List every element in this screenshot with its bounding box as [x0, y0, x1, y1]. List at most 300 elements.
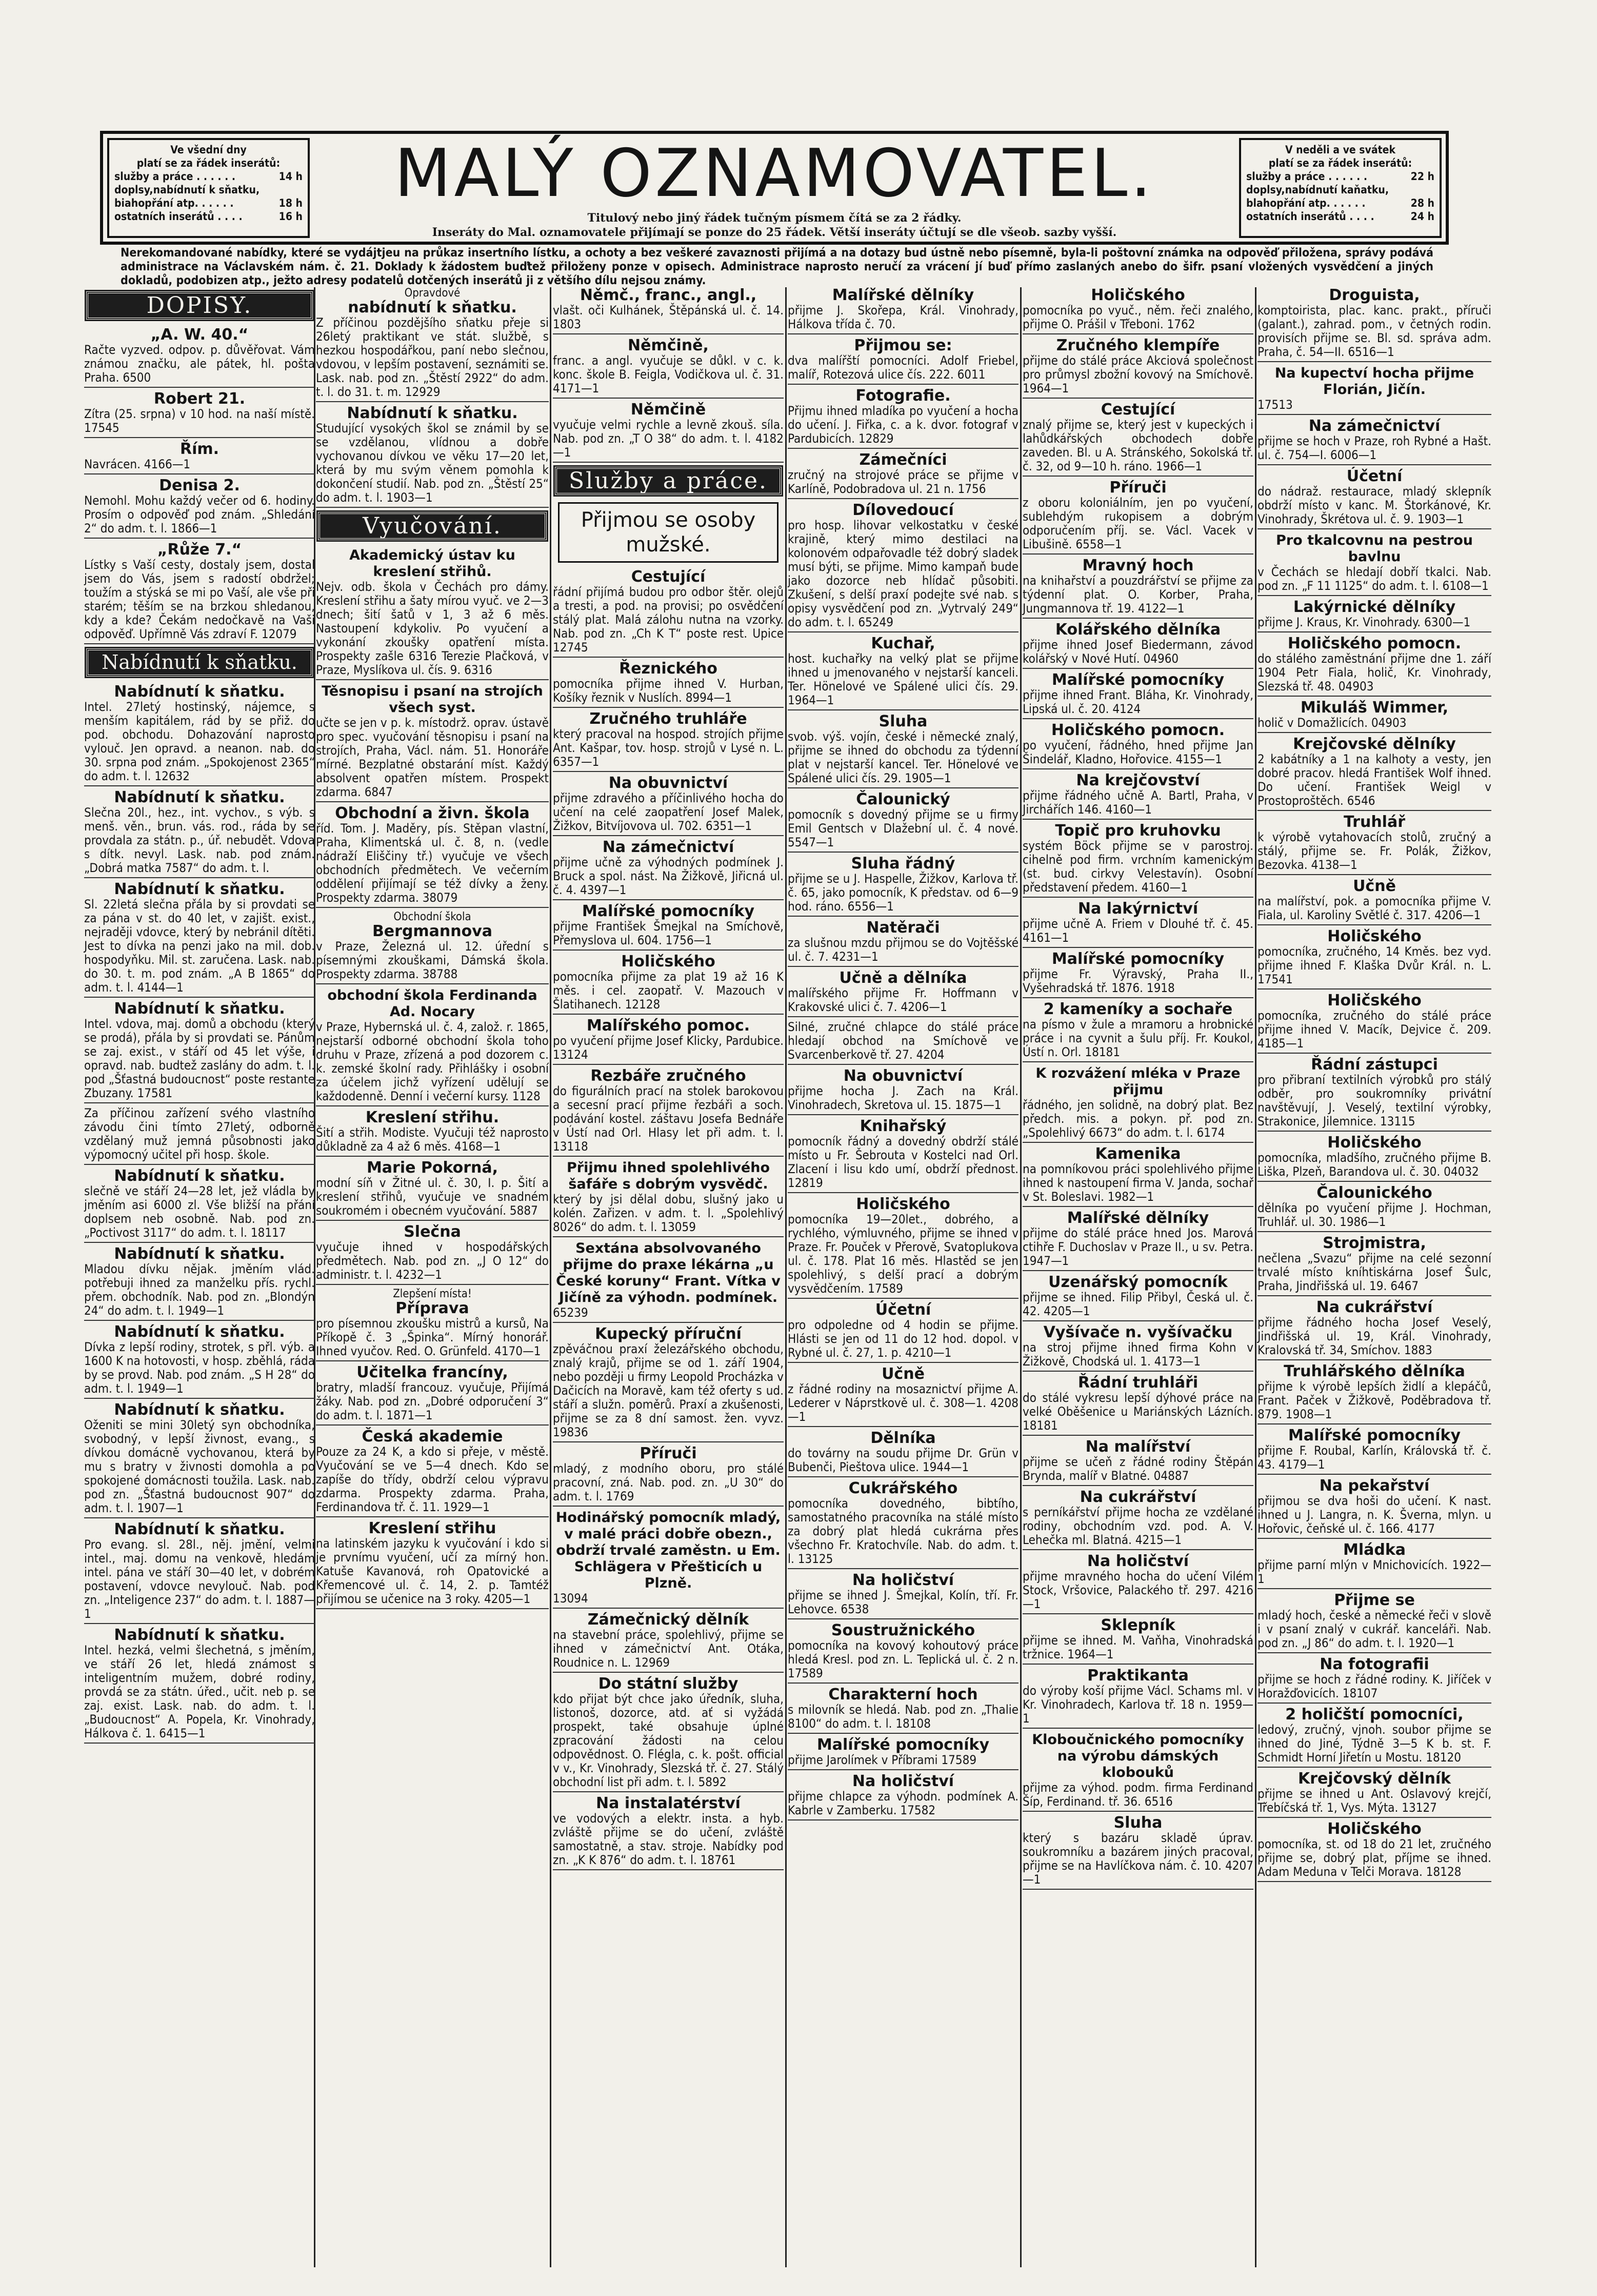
classified-ad [1257, 1057, 1491, 1132]
ad-heading: Holičského [1327, 1820, 1422, 1838]
classified-ad [1023, 672, 1253, 719]
ad-heading: Malířské pomocníky [1051, 671, 1225, 689]
column-1 [82, 287, 317, 2267]
ad-heading: Čalounický [856, 790, 950, 808]
classified-ad [788, 1480, 1019, 1569]
ad-heading: 2 holičští pomocníci, [1285, 1706, 1464, 1724]
ad-heading: Zámečnický dělník [587, 1611, 749, 1629]
classified-ad [1023, 1815, 1253, 1890]
classified-ad [1023, 1489, 1253, 1550]
ad-body: Za příčinou zařízení svého vlastního závodu čini tímto 27letý, odborně vzdělaný muž jemná působnosti jako výpomocný učitel při hosp. škole. [84, 1106, 315, 1162]
ad-body: pomocníka přijme za plat 19 až 16 K měs. i cel. zaopatř. V. Mazouch v Šlatihanech. 12128 [553, 969, 784, 1012]
ad-body: přijme se hoch z řádné rodiny. K. Jiříček v Horažďovicích. 18107 [1257, 1672, 1491, 1700]
ad-heading: Krejčovské dělníky [1293, 735, 1456, 753]
ad-body: pomocníka, zručného, 14 Kměs. bez vyd. přijme ihned F. Klaška Dvůr Král. n. L. 17541 [1257, 944, 1491, 986]
classified-ad [1023, 1553, 1253, 1614]
classified-ad [1257, 1771, 1491, 1818]
ad-heading: Kuchař, [871, 635, 935, 652]
ad-body: malířského přijme Fr. Hoffmann v Krakovské ulici č. 7. 4206—1 [788, 986, 1019, 1014]
ad-body: franc. a angl. vyučuje se důkl. v c. k. konc. škole B. Feigla, Vodičkova ul. č. 31. 4171—1 [553, 353, 784, 395]
ad-body: 65239 [553, 1305, 588, 1320]
classified-ad [1257, 1363, 1491, 1424]
ad-body: pro odpoledne od 4 hodin se přijme. Hlásti se jen od 11 do 12 hod. dopol. v Rybné ul. č. 27, 1. p. 4210—1 [788, 1318, 1019, 1360]
ad-body: Sl. 22letá slečna přála by si provdati se za pána v st. do 40 let, v zajišt. exist., nejraději vdovce, který by nebránil dítěti. Jest to dívka na penzi jako na mil. dob. hospodyňku. Mil. st. zaručena. Lask. nab. do 30. t. m. pod znám. „A B 1865“ do adm. t. l. 4144—1 [84, 897, 315, 995]
ad-body: do stálého zaměstnání přijme dne 1. září 1904 Petr Fiala, holič, Kr. Vinohrady, Slezská tř. 48. 04903 [1257, 651, 1491, 694]
ad-body: přijme se ihned u Ant. Oslavový krejčí, Třebíčská tř. 1, Vys. Mýta. 13127 [1257, 1787, 1491, 1815]
classified-ad [84, 327, 315, 388]
ad-heading: Rezbáře zručného [590, 1067, 746, 1085]
ad-preheading: Opravdové [404, 287, 461, 300]
ad-heading: Nabídnutí k sňatku. [114, 1245, 285, 1263]
ad-heading: Nabídnutí k sňatku. [114, 1167, 285, 1185]
column-4 [786, 287, 1021, 2267]
ad-body: k výrobě vytahovacích stolů, zručný a stálý, přijme se. Fr. Polák, Žižkov, Bezovka. 4138—1 [1257, 830, 1491, 872]
classified-ad [316, 987, 549, 1106]
ad-heading: Řím. [179, 440, 219, 458]
ad-heading: Němčině [630, 401, 706, 419]
classified-ad [1257, 532, 1491, 596]
ad-heading: Holičského pomocn. [1287, 635, 1462, 652]
classified-ad [788, 502, 1019, 632]
classified-ad [788, 1366, 1019, 1427]
ad-body: pro písemnou zkoušku mistrů a kursů, Na Příkopě č. 3 „Špinka“. Mírný honorář. Ihned vyučov. Red. O. Grünfeld. 4170—1 [316, 1316, 549, 1358]
ad-body: přijme řádného učně A. Bartl, Praha, v Jirchářích 146. 4160—1 [1023, 788, 1253, 817]
ad-heading: Česká akademie [362, 1428, 503, 1446]
ad-body: do výroby koší přijme Václ. Schams ml. v Kr. Vinohradech, Karlova tř. 18 n. 1959—1 [1023, 1684, 1253, 1726]
ad-body: svob. výš. vojín, české i německé znalý, přijme se ihned do obchodu za týdenní plat v nejstarší kancel. Ter. Hönelové ve Spálené ulici čís. 29. 1905—1 [788, 729, 1019, 785]
ad-heading: Nabídnutí k sňatku. [114, 1000, 285, 1018]
classified-ad [553, 338, 784, 399]
classified-ad [84, 1106, 315, 1165]
ad-body: znalý přijme se, který jest v kupeckých i lahůdkářských obchodech dobře zaveden. Bl. u A. Stránského, Sokolská tř. č. 32, od 9—10 h. ráno. 1966—1 [1023, 418, 1253, 473]
ad-body: přijme do stálé práce Akciová společnost pro průmysl zbožní kovový na Smíchově. 1964—1 [1023, 353, 1253, 395]
ad-body: za slušnou mzdu přijmou se do Vojtěšské ul. č. 7. 4231—1 [788, 936, 1019, 964]
classified-ad [788, 636, 1019, 710]
classified-ad [1257, 700, 1491, 733]
ad-heading: Kupecký příruční [595, 1325, 742, 1343]
column-5 [1021, 287, 1255, 2267]
classified-ad [1023, 558, 1253, 619]
classified-ad [84, 391, 315, 438]
ad-body: mladý hoch, české a německé řeči v slově i v psaní znalý v cukrář. kanceláři. Nab. pod zn. „J 86“ do adm. t. l. 1920—1 [1257, 1608, 1491, 1650]
ad-heading: Holičského [1327, 1134, 1422, 1152]
classified-ad [553, 839, 784, 900]
ad-heading: obchodní škola Ferdinanda Ad. Nocary [327, 987, 537, 1020]
ad-body: Přijmu ihned mladíka po vyučení a hocha do učení. J. Fiřka, c. a k. dvor. fotograf v Pardubicích. 12829 [788, 404, 1019, 446]
ad-body: přijme do stálé práce hned Jos. Marová ctihře F. Duchoslav v Praze II., u sv. Petra. 1947—1 [1023, 1226, 1253, 1268]
holiday-rates-box [1239, 138, 1442, 238]
classified-ad [1023, 951, 1253, 998]
ad-body: dělníka po vyučení přijme J. Hochman, Truhlář. ul. 30. 1986—1 [1257, 1201, 1491, 1229]
ad-body: z řádné rodiny na mosaznictví přijme A. Lederer v Náprstkově ul. č. 308—1. 4208—1 [788, 1382, 1019, 1424]
section-banner-dopisy: DOPISY. [86, 291, 313, 320]
ad-body: pomocníka přijme ihned V. Hurban, Košíky řeznik v Nuslích. 8994—1 [553, 677, 784, 705]
classified-ad [1023, 1146, 1253, 1207]
classified-ad [1257, 736, 1491, 811]
classified-ad [1023, 338, 1253, 399]
ad-heading: Obchodní a živn. škola [335, 804, 530, 822]
ad-heading: Na cukrářství [1080, 1488, 1196, 1506]
classified-ad [788, 1687, 1019, 1734]
ad-body: Oženiti se mini 30letý syn obchodníka, svobodný, v lepší živnost, evang., s dívkou domácně vychovanou, která by mu s bratry v živnosti domohla a po spokojené domácnosti toužila. Lask. nab. pod zn. „Šťastná budoucnost 907“ do adm. t. l. 1907—1 [84, 1418, 315, 1515]
ad-body: Intel. hezká, velmi šlechetná, s jměním, ve stáří 26 let, hledá známost s inteligentním mužem, dobré rodiny, provdá se za státn. úřed., učit. neb p. se zaj. exist. Lask. nab. do adm. t. l. „Budoucnost“ A. Popela, Kr. Vinohrady, Hálkova č. 1. 6415—1 [84, 1643, 315, 1740]
ad-heading: Nabídnutí k sňatku. [114, 1401, 285, 1419]
ad-body: v Praze, Hybernská ul. č. 4, založ. r. 1865, nejstarší odborné obchodní škola toho druhu v Praze, zřízená a pod dozorem c. k. zemské školní rady. Přihlášky i osobní za účelem jichž vyřízení udělují se každodenně. Denní i večerní kursy. 1128 [316, 1020, 549, 1103]
ad-heading: Cestující [631, 568, 706, 586]
ad-heading: Hodinářský pomocník mladý, v malé práci dobře obezn., obdrží trvalé zaměstn. u Em. Schlägera v Přešticích u Plzně. [555, 1510, 781, 1591]
ad-body: Račte vyzved. odpov. p. důvěřovat. Vám známou značku, ale pátek, hl. pošta Praha. 6500 [84, 343, 315, 385]
classified-ad [316, 547, 549, 680]
classified-ad [1023, 622, 1253, 669]
ad-heading: Truhlářského dělníka [1284, 1362, 1465, 1380]
classified-ad [553, 1795, 784, 1870]
classified-ad [1257, 599, 1491, 632]
ad-heading: Učně [1353, 877, 1396, 895]
ad-body: vyučuje velmi rychle a levně zkouš. síla. Nab. pod zn. „T O 38“ do adm. t. l. 4182—1 [553, 418, 784, 460]
classified-ad [1023, 1668, 1253, 1729]
classified-ad [1023, 722, 1253, 769]
ad-heading: Uzenářský pomocník [1048, 1273, 1228, 1291]
ad-heading: Krejčovský dělník [1297, 1770, 1451, 1788]
classified-ad [1257, 636, 1491, 697]
classified-ad [1023, 1324, 1253, 1372]
classified-ad [553, 1446, 784, 1507]
ad-heading: Učně [882, 1365, 925, 1383]
ad-body: 17513 [1257, 398, 1293, 412]
classified-ad [1023, 1065, 1253, 1143]
ad-body: Zítra (25. srpna) v 10 hod. na naší místě. 17545 [84, 407, 315, 435]
ad-body: pomocníka, st. od 18 do 21 let, zručného přijme se, dobrý plat, příjme se ihned. Adam Meduna v Telči Morava. 18128 [1257, 1837, 1491, 1879]
ad-heading: Příprava [395, 1299, 469, 1317]
ad-heading: Na instalatérství [596, 1794, 741, 1812]
ad-heading: Lakýrnické dělníky [1293, 598, 1456, 616]
rate-line: ostatních inserátů . . . . 16 h [114, 210, 303, 223]
ad-heading: Holičského [621, 953, 715, 971]
ad-body: který by jsi dělal dobu, slušný jako u kolén. Zařizen. v adm. t. l. „Spolehlivý 8026“ do adm. t. l. 13059 [553, 1192, 784, 1234]
weekday-rates-subtitle: platí se za řádek inserátů: [136, 157, 281, 169]
ad-body: do nádraž. restaurace, mladý sklepník obdrží místo v kanc. M. Štorkánové, Kr. Vinohrady, Škrétova ul. č. 9. 1903—1 [1257, 484, 1491, 526]
ad-heading: Kloboučnického pomocníky na výrobu dámských klobouků [1032, 1732, 1244, 1780]
ad-heading: Účetní [1346, 467, 1403, 485]
ad-body: pro přibraní textilních výrobků pro stálý odběr, pro soukromníky privátní navštěvují, J. Veselý, textilní výrobky, Strakonice, Jilemnice. 13115 [1257, 1073, 1491, 1129]
classified-ad [1257, 1821, 1491, 1882]
ad-body: přijme Fr. Výravský, Praha II., Vyšehradská tř. 1876. 1918 [1023, 967, 1253, 995]
ad-heading: Zámečníci [859, 451, 947, 469]
ad-heading: Řádní zástupci [1311, 1056, 1438, 1074]
classified-ad [1257, 287, 1491, 362]
ad-body: přijme hocha J. Zach na Král. Vinohradech, Skretova ul. 15. 1875—1 [788, 1084, 1019, 1112]
ad-heading: Natěrači [866, 919, 940, 937]
classified-ad [788, 920, 1019, 967]
ad-body: Intel. 27letý hostinský, nájemce, s menším kapitálem, rád by se přiž. do pod. obchodu. Dohazování naprosto vylouč. Jen opravd. a neanon. nab. do 30. srpna pod znám. „Spokojenost 2365“ do adm. t. l. 12632 [84, 700, 315, 783]
administration-notice: Nerekomandované nabídky, které se vydájtjeu na průkaz insertního lístku, a ochoty a bez veškeré zavaznosti přijímá a na dotazy bud ústně nebo písemně, byla-li poštovní známka na odpověď přiložena, správy podává administrace na Václavském nám. č. 21. Doklady k žádostem buďtež přiloženy ponze v opisech. Administrace naprosto neručí za vrácení jí buď přímo zaslaných anebo do šifr. psaní vložených vysvědčení a jiných dokladů, podobizen atp., ježto adresy podatelů dotčených inserátů ji z většího dílu nejsou známy. [121, 246, 1433, 287]
classified-ad [84, 1246, 315, 1321]
ad-body: nečlena „Svazu“ přijme na celé sezonní trvalé místo kníhtiskárna Josef Šulc, Praha, Jindřišská ul. 19. 6467 [1257, 1251, 1491, 1293]
men-wanted-box: Přijmou se osoby mužské. [558, 502, 778, 563]
ad-body: který s bazáru skladě úprav. soukromníku a bazárem jiných pracoval, přijme se na Havlíčkova nám. č. 10. 4207—1 [1023, 1831, 1253, 1887]
classified-ad [316, 911, 549, 984]
column-2 [314, 287, 551, 2267]
ad-heading: Malířské pomocníky [816, 1736, 990, 1754]
rate-line: doplsy,nabídnutí k sňatku, [114, 184, 260, 196]
ad-heading: Malířské dělníky [832, 287, 974, 304]
ad-body: zpěváčnou praxí železářského obchodu, znalý krajů, přijme se od 1. září 1904, nebo později u firmy Leopold Procházka v Dačicích na Moravě, kam též oferty s ud. stáří a služn. poměrů. Praxí a zkušenosti, přijme se za 8 dní samost. žen. vyvz. 19836 [553, 1342, 784, 1439]
classified-ad [553, 711, 784, 772]
classified-ad [84, 1168, 315, 1243]
rate-line: služby a práce . . . . . . 22 h [1246, 170, 1434, 183]
ad-body: na stavební práce, spolehlivý, přijme se ihned v zámečnictví Ant. Otáka, Roudnice n. L. 12969 [553, 1628, 784, 1670]
ad-body: přijme parní mlýn v Mnichovicích. 1922—1 [1257, 1558, 1491, 1586]
ad-body: zručný na strojové práce se přijme v Karlíně, Podobradova ul. 21 n. 1756 [788, 468, 1019, 496]
classified-ad [1023, 402, 1253, 477]
ad-body: Slečna 20l., hez., int. vychov., s výb. s menš. věn., brun. vás. rod., ráda by se provdala za státn. p., úř. nebudět. Vdova s dítk. nevyl. Lask. nab. pod znám. „Dobrá matka 7587“ do adm. t. l. [84, 805, 315, 875]
weekday-rates-box [107, 138, 310, 238]
column-6 [1255, 287, 1493, 2267]
ad-body: přijme řádného hocha Josef Veselý, Jindřišská ul. 19, Král. Vinohrady, Kralovská tř. 34, Smíchov. 1883 [1257, 1315, 1491, 1357]
classified-ad [316, 1224, 549, 1285]
ad-body: Nejv. odb. škola v Čechách pro dámy. Kreslení střihu a šaty mírou vyuč. ve 2—3 dnech; šití šatů v 1, 3 až 6 měs. Nastoupení kdykoliv. Po vyučení a vykonání zkoušky opatření místa. Prospekty zašle 6316 Terezie Plačková, v Praze, Myslíkova ul. čís. 9. 6316 [316, 580, 549, 677]
ad-heading: Řeznického [619, 660, 717, 678]
classified-ad [1257, 814, 1491, 875]
ad-heading: Akademický ústav ku kreslení střihů. [349, 547, 515, 580]
classified-ad [553, 661, 784, 708]
ad-heading: Nabídnutí k sňatku. [114, 1520, 285, 1538]
ad-body: mladý, z modního oboru, pro stálé pracovní, zná. Nab. pod. zn. „U 30“ do adm. t. l. 1769 [553, 1461, 784, 1503]
ad-body: pomocník s dovedný přijme se u firmy Emil Gentsch v Dlažební ul. č. 4 nové. 5547—1 [788, 807, 1019, 849]
ad-heading: Knihařský [860, 1117, 947, 1135]
classified-ad [553, 903, 784, 951]
classified-ad [316, 1429, 549, 1517]
ad-body: přijme mravného hocha do učení Vilém Stock, Vršovice, Palackého tř. 297. 4216—1 [1023, 1569, 1253, 1611]
ad-heading: nabídnutí k sňatku. [348, 299, 517, 316]
classified-ad [553, 1612, 784, 1673]
classified-ad [1257, 1592, 1491, 1653]
ad-heading: Soustružnického [831, 1621, 975, 1639]
ad-heading: Fotografie. [855, 387, 951, 405]
ad-heading: Nabídnutí k sňatku. [114, 683, 285, 701]
ad-body: přijme J. Kraus, Kr. Vinohrady. 6300—1 [1257, 615, 1471, 629]
ad-body: přijme František Šmejkal na Smíchově, Přemyslova ul. 604. 1756—1 [553, 919, 784, 947]
ad-body: pomocník řádný a dovedný obdrží stálé místo u Fr. Šebrouta v Kostelci nad Orl. Zlacení i lisu kdo umí, obdrží přednost. 12819 [788, 1134, 1019, 1190]
ad-heading: Cestující [1101, 401, 1175, 419]
ad-body: vyučuje ihned v hospodářských předmětech. Nab. pod zn. „J O 12“ do administr. t. l. 4232—1 [316, 1240, 549, 1282]
ad-heading: „A. W. 40.“ [150, 326, 249, 344]
ad-body: přijme učně za výhodných podmínek J. Bruck a spol. nást. Na Žižkově, Jiřicná ul. č. 4. 4397—1 [553, 855, 784, 897]
rate-line: doplsy,nabídnutí kaňatku, [1246, 184, 1389, 196]
classified-ad [1257, 468, 1491, 529]
ad-body: na knihařství a pouzdrářství se přijme za týdenní plat. O. Korber, Praha, Jungmannova tř. 19. 4122—1 [1023, 573, 1253, 616]
ad-body: Pro evang. sl. 28l., něj. jmění, velmi intel., maj. domu na venkově, hledám intel. pána ve stáří 30—40 let, v dobrém postavení, vdovce nevylouč. Nab. pod zn. „Inteligence 237“ do adm. t. l. 1887—1 [84, 1537, 315, 1621]
ad-heading: Sluha [1113, 1814, 1163, 1832]
classified-ad [788, 714, 1019, 788]
classified-ad [553, 1018, 784, 1065]
ad-body: přijme se ihned J. Šmejkal, Kolín, tří. Fr. Lehovce. 6538 [788, 1588, 1019, 1616]
classified-ad [788, 1737, 1019, 1770]
classified-ad [316, 683, 549, 802]
ad-heading: Učně a dělníka [839, 969, 967, 987]
ad-preheading: Obchodní škola [393, 911, 471, 923]
ad-heading: Na holičství [1087, 1552, 1189, 1570]
ad-heading: Malířského pomoc. [586, 1017, 750, 1035]
ad-heading: Němč., franc., angl., [580, 287, 757, 304]
section-banner-vyucovani: Vyučování. [318, 512, 547, 540]
ad-heading: Na krejčovství [1076, 771, 1200, 789]
ad-heading: Přijmou se: [854, 337, 952, 354]
classified-ad [84, 881, 315, 998]
masthead [100, 131, 1449, 245]
ad-body: na písmo v žule a mramoru a hrobnické práce i na cyvnit a šulu příj. Fr. Koukol, Ústí n. Orl. 18181 [1023, 1017, 1253, 1059]
ad-body: do figurálních prací na stolek barokovou a secesní prací přijme řezbáři a soch. podávání kostel. záštavu Josefa Bednáře v Ústí nad Orl. Hlasy let při adm. t. l. 13118 [553, 1084, 784, 1154]
classified-ad [1023, 480, 1253, 555]
ad-body: řádného, jen solidně, na dobrý plat. Bez předch. mis. a pokyn. př. pod zn. „Spolehlivý 6673“ do adm. t. l. 6174 [1023, 1098, 1253, 1140]
ad-body: Mladou dívku nějak. jměním vlád. potřebuji ihned za manželku přís. rychl. přem. obchodník. Nab. pod zn. „Blondýn 24“ do adm. t. l. 1949—1 [84, 1262, 315, 1318]
ad-body: přijme učně A. Friem v Dlouhé tř. č. 45. 4161—1 [1023, 917, 1253, 945]
ad-heading: Dílovedoucí [852, 501, 954, 519]
ad-body: holič v Domažlicích. 04903 [1257, 716, 1407, 730]
ad-preheading: Zlepšení místa! [393, 1288, 472, 1300]
classified-ad [788, 1196, 1019, 1299]
ad-body: přijme se u J. Haspelle, Žižkov, Karlova tř. č. 65, jako pomocník, K představ. od 6—9 hod. ráno. 6556—1 [788, 872, 1019, 914]
classified-ad [84, 1521, 315, 1624]
section-banner-sluzby: Služby a práce. [555, 467, 782, 495]
classified-ad [788, 1302, 1019, 1363]
ad-body: učte se jen v p. k. místodrž. oprav. ústavě pro spec. vyučování těsnopisu i psaní na strojích, Praha, Václ. nám. 51. Honoráře mírné. Bezplatné obstarání míst. Každý absolvent opatřen místem. Prospekt zdarma. 6847 [316, 716, 549, 799]
classified-ad [1023, 901, 1253, 948]
ad-body: Silné, zručné chlapce do stálé práce hledají obchod na Smíchově ve Svarcenberkově tř. 27. 4204 [788, 1020, 1019, 1062]
classified-ad [553, 1160, 784, 1237]
ad-body: v Praze, Železná ul. 12. úřední s písemnými zkouškami, Dámská škola. Prospekty zdarma. 38788 [316, 939, 549, 981]
ad-heading: Němčině, [628, 337, 709, 354]
ad-heading: Holičského [856, 1195, 950, 1213]
ad-heading: Holičského [1327, 927, 1422, 945]
ad-heading: Droguista, [1329, 287, 1420, 304]
ad-body: přijme k výrobě lepších židlí a klepáčů, Frant. Paček v Žižkově, Poděbradova tř. 879. 1908—1 [1257, 1379, 1491, 1421]
ad-body: v Čechách se hledají dobří tkalci. Nab. pod zn. „F 11 1125“ do adm. t. l. 6108—1 [1257, 565, 1491, 593]
ad-heading: Příruči [640, 1444, 697, 1462]
ad-body: systém Böck přijme se v parostroj. cihelně pod firm. vrchním kamenickým (st. bud. cirkvy Velestavín). Osobní představení předem. 4160—1 [1023, 839, 1253, 895]
classified-ad [1023, 773, 1253, 820]
ad-heading: Sluha [879, 712, 928, 730]
ad-body: z oboru koloniálním, jen po vyučení, sublehdým rukopisem a dobrým odporučením příj. se. Václ. Vacek v Libušině. 6558—1 [1023, 496, 1253, 551]
ad-heading: Na lakýrnictví [1077, 900, 1199, 918]
ad-heading: Mládka [1343, 1541, 1406, 1559]
classified-ad [553, 287, 784, 334]
ad-heading: Charakterní hoch [828, 1686, 978, 1704]
ad-heading: Do státní služby [598, 1675, 738, 1693]
classified-ad [84, 1324, 315, 1399]
ad-heading: Holičského pomocn. [1051, 721, 1225, 739]
ad-body: pro hosp. lihovar velkostatku v české krajině, který mimo destilaci na kolonovém odpařovadle též dobrý sladek musí býti, se přijme. Mimo kampaň bude jako dozorce neb hlídač působiti. Zkušení, s delší praxí podejte své nab. s opisy vysvědčení pod zn. „Vytrvalý 249“ do adm. t. l. 65249 [788, 518, 1019, 629]
ad-body: bratry, mladší francouz. vyučuje, Přijímá žáky. Nab. pod zn. „Dobré odporučení 3“ do adm. t. l. 1871—1 [316, 1380, 549, 1422]
ad-body: přijme se učeň z řádné rodiny Štěpán Brynda, malíř v Blatné. 04887 [1023, 1455, 1253, 1483]
ad-body: host. kuchařky na velký plat se přijme ihned u jmenovaného v nejstarší kanceli. Ter. Hönelové ve Spálené ulici čís. 29. 1964—1 [788, 651, 1019, 707]
ad-body: přijme za výhod. podm. firma Ferdinand Šíp, Ferdinand. tř. 36. 6516 [1023, 1780, 1253, 1809]
classified-ad [788, 856, 1019, 917]
classified-ad [553, 1068, 784, 1157]
ad-body: kdo přijat být chce jako úředník, sluha, listonoš, dozorce, atd. ať si vyžádá prospekt, také obsahuje úplné zpracování žádosti na celou odpovědnost. O. Flégla, c. k. pošt. official v v., Kr. Vinohrady, Slezská tř. č. 27. Stálý obchodní list při adm. t. l. 5892 [553, 1692, 784, 1789]
classified-ad [1023, 1210, 1253, 1271]
ad-heading: Na obuvnictví [608, 774, 728, 792]
classified-ad [1257, 1185, 1491, 1232]
classified-ad [553, 1326, 784, 1442]
ad-heading: Dělníka [870, 1429, 936, 1447]
ad-heading: Zručného klempíře [1056, 337, 1220, 354]
classified-ad [316, 1288, 549, 1361]
classified-ad [1257, 993, 1491, 1054]
rate-line: ostatních inserátů . . . . 24 h [1246, 210, 1434, 223]
ad-body: pomocníka po vyuč., něm. řeči znalého, přijme O. Prášil v Třeboni. 1762 [1023, 303, 1253, 331]
title-subtitle: Titulový nebo jiný řádek tučným písmem čítá se za 2 řádky. [587, 211, 962, 225]
ad-body: přijme se ihned. Filip Přibyl, Česká ul. č. 42. 4205—1 [1023, 1290, 1253, 1318]
ad-body: přijme ihned Josef Biedermann, závod kolářský v Nové Hutí. 04960 [1023, 638, 1253, 666]
classified-ad [788, 970, 1019, 1017]
ad-heading: Kreslení střihu. [365, 1109, 500, 1126]
ad-heading: Příruči [1109, 479, 1167, 497]
ad-heading: Holičského [1327, 992, 1422, 1010]
ad-body: Dívka z lepší rodiny, strotek, s přl. výb. a 1600 K na hotovosti, v hosp. zběhlá, ráda by se provd. Nab. pod znám. „S H 28“ do adm. t. l. 1949—1 [84, 1340, 315, 1396]
classified-ad [1257, 1428, 1491, 1475]
ad-heading: Těsnopisu i psaní na strojích všech syst. [322, 683, 543, 716]
classified-ad [1257, 1135, 1491, 1182]
ad-heading: Kolářského dělníka [1055, 621, 1221, 639]
ad-heading: Sklepník [1101, 1616, 1175, 1634]
ad-body: řádní přijímá budou pro odbor štěr. olejů a tresti, a pod. na provisi; po osvědčení stálý plat. Malá zálohu nutna na vzorky. Nab. pod zn. „Ch K T“ poste rest. Upice 12745 [553, 585, 784, 655]
classified-ad [553, 569, 784, 658]
classified-ad [1023, 1617, 1253, 1665]
ad-body: který pracoval na hospod. strojích přijme Ant. Kašpar, tov. hosp. strojů v Lysé n. L. 6357—1 [553, 727, 784, 769]
ad-heading: Malířské pomocníky [1288, 1427, 1461, 1444]
ad-heading: Marie Pokorná, [366, 1159, 498, 1177]
classified-ad [1023, 1732, 1253, 1812]
column-3 [551, 287, 786, 2267]
ad-heading: Učitelka francíny, [356, 1363, 508, 1381]
ad-body: na malířství, pok. a pomocníka přijme V. Fiala, ul. Karoliny Světlé č. 317. 4206—1 [1257, 894, 1491, 922]
ad-heading: Čalounického [1316, 1184, 1432, 1202]
ad-heading: K rozvážení mléka v Praze přijmu [1035, 1065, 1241, 1098]
classified-ad [1257, 1235, 1491, 1296]
classified-ad [84, 441, 315, 474]
ad-heading: Na malířství [1085, 1438, 1191, 1456]
ad-body: po vyučení, řádného, hned přijme Jan Šindelář, Kladno, Hořovice. 4155—1 [1023, 738, 1253, 766]
classified-ad [553, 402, 784, 463]
classified-ad [1257, 1478, 1491, 1539]
holiday-rates-subtitle: platí se za řádek inserátů: [1268, 157, 1412, 169]
ad-body: pomocníka 19—20let., dobrého, a rychlého, výmluvného, přijme se ihned v Praze. Fr. Pouček v Přerově, Svatoplukova ul. č. 178. Plat 16 měs. Hlastěd se jen spolehlivý, s delší prací a dobrým vysvědčením. 17589 [788, 1212, 1019, 1296]
ad-heading: Na zámečnictví [602, 838, 734, 856]
ad-heading: Robert 21. [153, 390, 246, 408]
newspaper-section-title: MALÝ OZNAMOVATEL. [394, 135, 1154, 212]
classified-ad [84, 542, 315, 644]
ad-heading: Nabídnutí k sňatku. [114, 1626, 285, 1644]
classified-ad [788, 1118, 1019, 1193]
classified-ad [1257, 365, 1491, 415]
ad-heading: Na pekařství [1319, 1477, 1430, 1495]
ad-heading: Holičského [1091, 287, 1185, 304]
ad-body: přijme se ihned. M. Vaňha, Vinohradská tržnice. 1964—1 [1023, 1633, 1253, 1661]
classified-ad [788, 452, 1019, 499]
classified-ad [788, 1068, 1019, 1115]
classified-ad [1023, 287, 1253, 334]
classified-ad [553, 775, 784, 836]
ad-body: přijme Jarolímek v Příbrami 17589 [788, 1753, 977, 1767]
ad-heading: Na cukrářství [1316, 1298, 1433, 1316]
rate-line: služby a práce . . . . . . 14 h [114, 170, 303, 183]
ad-body: 13094 [553, 1591, 588, 1606]
rate-line: blahopřání atp. . . . . . 28 h [1246, 197, 1434, 209]
classified-ad [316, 287, 549, 402]
ad-body: ledový, zručný, vjnoh. soubor přijme se ihned do Jiné, Týdně 3—5 K b. st. F. Schmidt Horní Jiřetín u Mostu. 18120 [1257, 1723, 1491, 1765]
ad-body: modní síň v Žitné ul. č. 30, I. p. Šití a kreslení střihů, vyučuje ve snadném soukromém i obecném vyučování. 5887 [316, 1176, 549, 1218]
